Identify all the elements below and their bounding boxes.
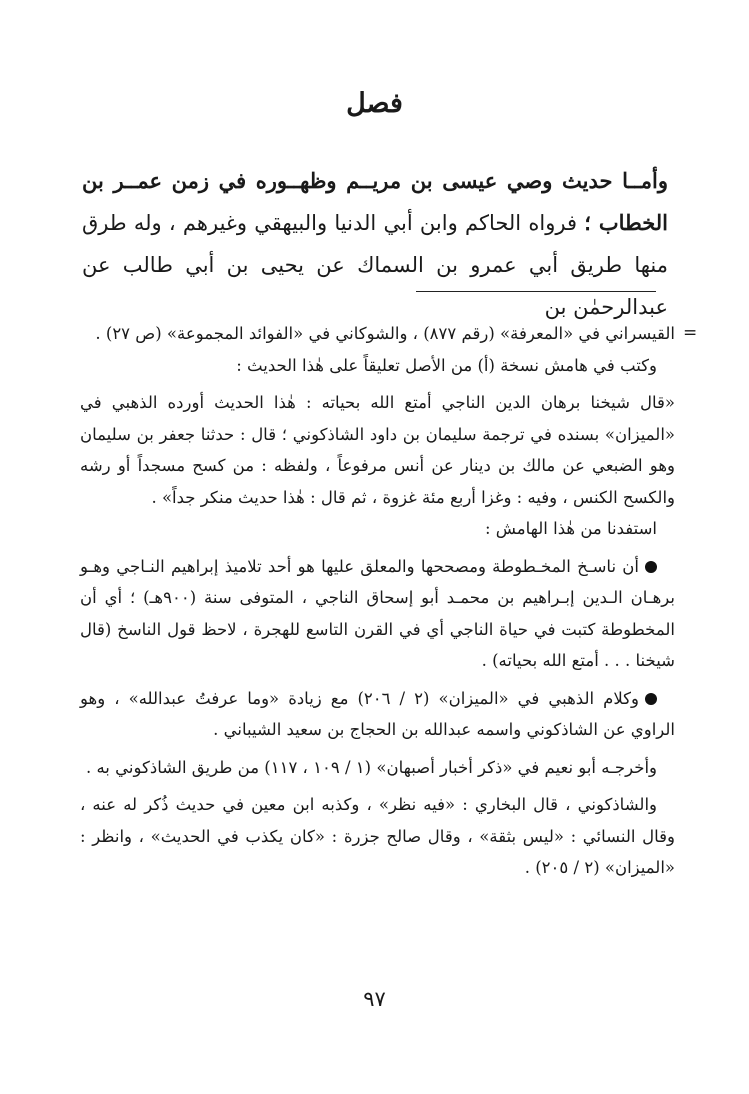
bullet-icon [645,693,657,705]
footnote-continuation-marker: = [683,323,698,343]
page-number: ٩٧ [363,987,386,1011]
bullet-icon [645,561,657,573]
section-title: فصل [346,88,403,119]
footnote-bullet-item [80,683,675,746]
footnote-paragraph: وكتب في هامش نسخة (أ) من الأصل تعليقاً على هٰذا الحديث : [236,355,657,375]
footnote-paragraph: استفدنا من هٰذا الهامش : [484,519,657,538]
main-body: فرواه الحاكم وابن أبي الدنيا والبيهقي وغيرهم ، وله طرق منها طريق أبي عمرو بن السماك عن يحيى بن أبي طالب عن عبدالرحمٰن بن [82,211,668,319]
main-paragraph [82,160,668,328]
footnote-paragraph: والشاذكوني ، قال البخاري : «فيه نظر» ، وكذبه ابن معين في حديث ذُكر له عنه ، وقال النسائي : «ليس بثقة» ، وقال صالح جزرة : «كان يكذب في الحديث» ، وانظر : «الميزان» (٢ / ٢٠٥) . [80,795,675,877]
footnote-bullet-text: وكلام الذهبي في «الميزان» (٢ / ٢٠٦) مع زيادة «وما عرفتُ عبدالله» ، وهو الراوي عن الشاذكوني واسمه عبدالله بن الحجاج بن سعيد الشيباني . [80,688,675,739]
footnote-separator [416,291,656,292]
main-text [82,160,668,328]
footnote-paragraph: وأخرجـه أبو نعيم في «ذكر أخبار أصبهان» (١ / ١٠٩ ، ١١٧) من طريق الشاذكوني به . [85,757,657,777]
footnote-bullet-text: أن ناسـخ المخـطوطة ومصححها والمعلق عليها هو أحد تلاميذ إبراهيم النـاجي وهـو برهـان الـدين إبـراهيم بن محمـد أبو إسحاق الناجي ، المتوفى سنة (٩٠٠هـ) ؛ أي أن المخطوطة كتبت في حياة الناجي أي في القرن التاسع للهجرة ، لاحظ قول الناسخ (قال شيخنا . . . أمتع الله بحياته) . [80,556,676,670]
footnote-bullet-item [80,551,675,677]
footnote-paragraph: القيسراني في «المعرفة» (رقم ٨٧٧) ، والشوكاني في «الفوائد المجموعة» (ص ٢٧) . [95,324,675,343]
footnotes [80,318,675,884]
footnote-quote: «قال شيخنا برهان الدين الناجي أمتع الله بحياته : هٰذا الحديث أورده الذهبي في «الميزان» بسنده في ترجمة سليمان بن داود الشاذكوني ؛ قال : حدثنا جعفر بن سليمان وهو الضبعي عن مالك بن دينار عن أنس مرفوعاً ، ولفظه : من كسح مسجداً أو رشه والكسح الكنس ، وفيه : وغزا أربع مئة غزوة ، ثم قال : هٰذا حديث منكر جداً» . [80,393,675,507]
main-bold-intro: وأمــا حديث وصي عيسى بن مريــم وظهــوره في زمن عمــر بن الخطاب ؛ [82,168,668,235]
